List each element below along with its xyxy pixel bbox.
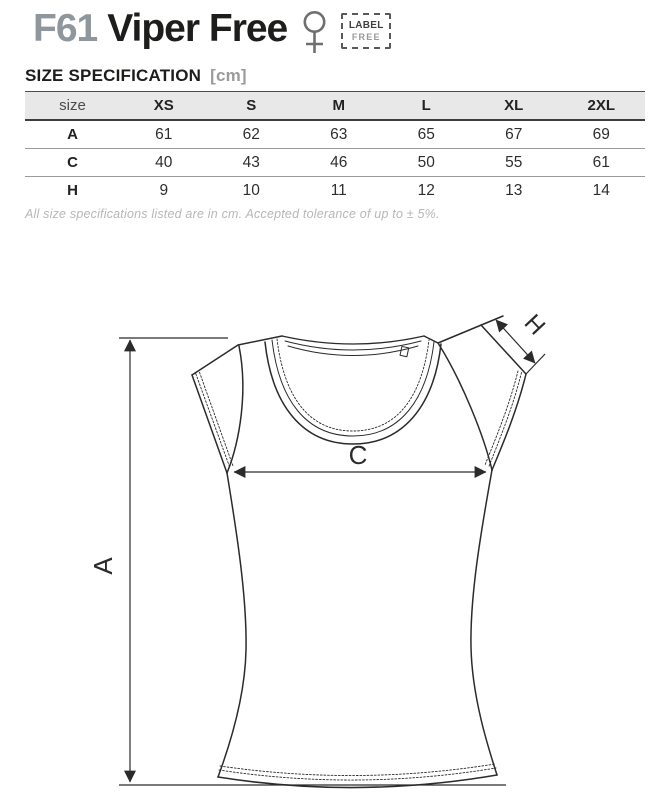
table-cell: 63	[330, 125, 348, 143]
dimension-h-label: H	[518, 309, 551, 341]
table-cell: 14	[592, 181, 610, 199]
column-header-size: size	[25, 92, 120, 121]
product-code: F61	[33, 7, 98, 50]
tolerance-note: All size specifications listed are in cm. Accepted tolerance of up to ± 5%.	[25, 207, 440, 221]
tshirt-outline	[192, 316, 526, 788]
section-heading	[25, 66, 247, 86]
product-name: Viper Free	[107, 7, 288, 50]
table-cell: 55	[505, 153, 523, 171]
table-cell: 61	[592, 153, 610, 171]
table-row-h	[25, 177, 645, 205]
table-cell: 65	[417, 125, 435, 143]
female-icon	[301, 11, 328, 60]
column-header-s: S	[208, 92, 296, 121]
badge-free-text: FREE	[351, 31, 381, 42]
size-table	[25, 91, 645, 204]
column-header-2xl: 2XL	[558, 92, 646, 121]
row-label: H	[67, 182, 78, 199]
table-cell: 40	[155, 153, 173, 171]
table-cell: 50	[417, 153, 435, 171]
column-header-l: L	[383, 92, 471, 121]
table-cell: 43	[242, 153, 260, 171]
product-title	[33, 8, 391, 60]
label-free-badge	[341, 13, 391, 49]
table-cell: 61	[155, 125, 173, 143]
table-cell: 11	[330, 181, 347, 199]
collar-tag	[400, 346, 409, 356]
table-cell: 9	[159, 181, 169, 199]
table-cell: 67	[505, 125, 523, 143]
unit-label: [cm]	[210, 66, 247, 85]
dimension-a-label: A	[88, 557, 118, 575]
tshirt-diagram	[0, 276, 666, 806]
table-cell: 12	[417, 181, 435, 199]
table-cell: 69	[592, 125, 610, 143]
column-header-xs: XS	[120, 92, 208, 121]
row-label: C	[67, 154, 78, 171]
table-cell: 46	[330, 153, 348, 171]
dimension-c-label: C	[348, 440, 368, 470]
table-cell: 10	[242, 181, 260, 199]
badge-label-text: LABEL	[348, 20, 384, 32]
table-cell: 62	[242, 125, 260, 143]
table-header-row	[25, 92, 645, 121]
table-row-a	[25, 120, 645, 149]
column-header-m: M	[295, 92, 383, 121]
table-cell: 13	[505, 181, 523, 199]
section-title: SIZE SPECIFICATION	[25, 66, 202, 85]
row-label: A	[67, 126, 78, 143]
table-row-c	[25, 149, 645, 177]
column-header-xl: XL	[470, 92, 558, 121]
